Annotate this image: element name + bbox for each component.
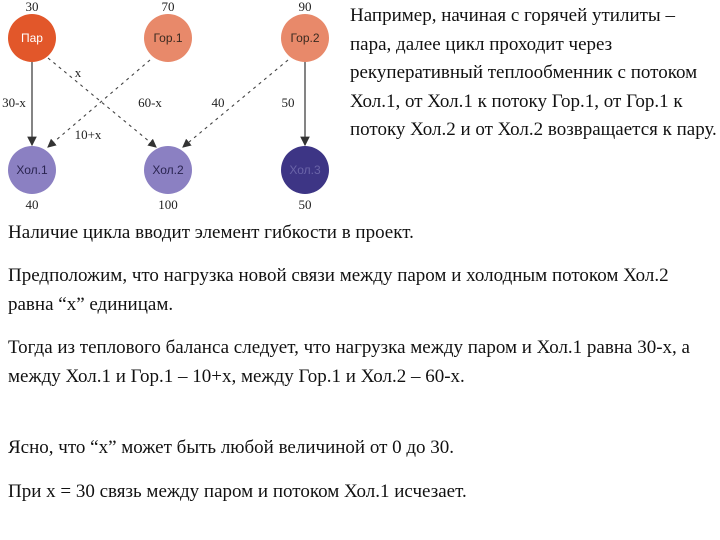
paragraph-4: Ясно, что “х” может быть любой величиной от 0 до 30. [8,437,455,458]
node-hot1-label: Гор.1 [153,31,183,45]
node-cold2-label: Хол.2 [152,163,184,177]
intro-paragraph: Например, начиная с горячей утилиты – пара, далее цикл проходит через рекуперативный теплообменник с потоком Хол.1, от Хол.1 к потоку Гор.1, от Гор.1 к потоку Хол.2 и от Хол.2 возвращается к пару. [350,5,717,140]
node-steam-temp: 30 [25,0,39,14]
node-cold3-label: Хол.3 [289,163,321,177]
edge-hot2-cold2 [183,60,288,147]
edge-label-x: x [74,65,82,80]
paragraph-5: При х = 30 связь между паром и потоком Хол.1 исчезает. [8,481,467,502]
heat-exchanger-network-diagram [0,0,345,215]
edge-label-hot2-cold3: 50 [281,95,295,110]
node-steam-label: Пар [21,31,43,45]
node-hot2-temp: 90 [298,0,312,14]
edge-label-steam-cold1: 30-x [2,95,26,110]
node-cold1-temp: 40 [25,197,39,212]
paragraph-3: Тогда из теплового баланса следует, что нагрузка между паром и Хол.1 равна 30-х, а между Хол.1 и Гор.1 – 10+х, между Гор.1 и Хол.2 – 60-х. [8,337,690,387]
edge-label-hot1-cold2: 60-x [138,95,162,110]
paragraph-1: Наличие цикла вводит элемент гибкости в проект. [8,222,414,243]
node-hot2-label: Гор.2 [290,31,320,45]
paragraph-2: Предположим, что нагрузка новой связи между паром и холодным потоком Хол.2 равна “х” единицам. [8,265,669,315]
node-cold3-temp: 50 [298,197,312,212]
node-cold2-temp: 100 [158,197,178,212]
edge-label-hot2-cold2: 40 [211,95,225,110]
node-cold1-label: Хол.1 [16,163,48,177]
node-hot1-temp: 70 [161,0,175,14]
edge-label-hot1-cold1: 10+x [74,127,102,142]
